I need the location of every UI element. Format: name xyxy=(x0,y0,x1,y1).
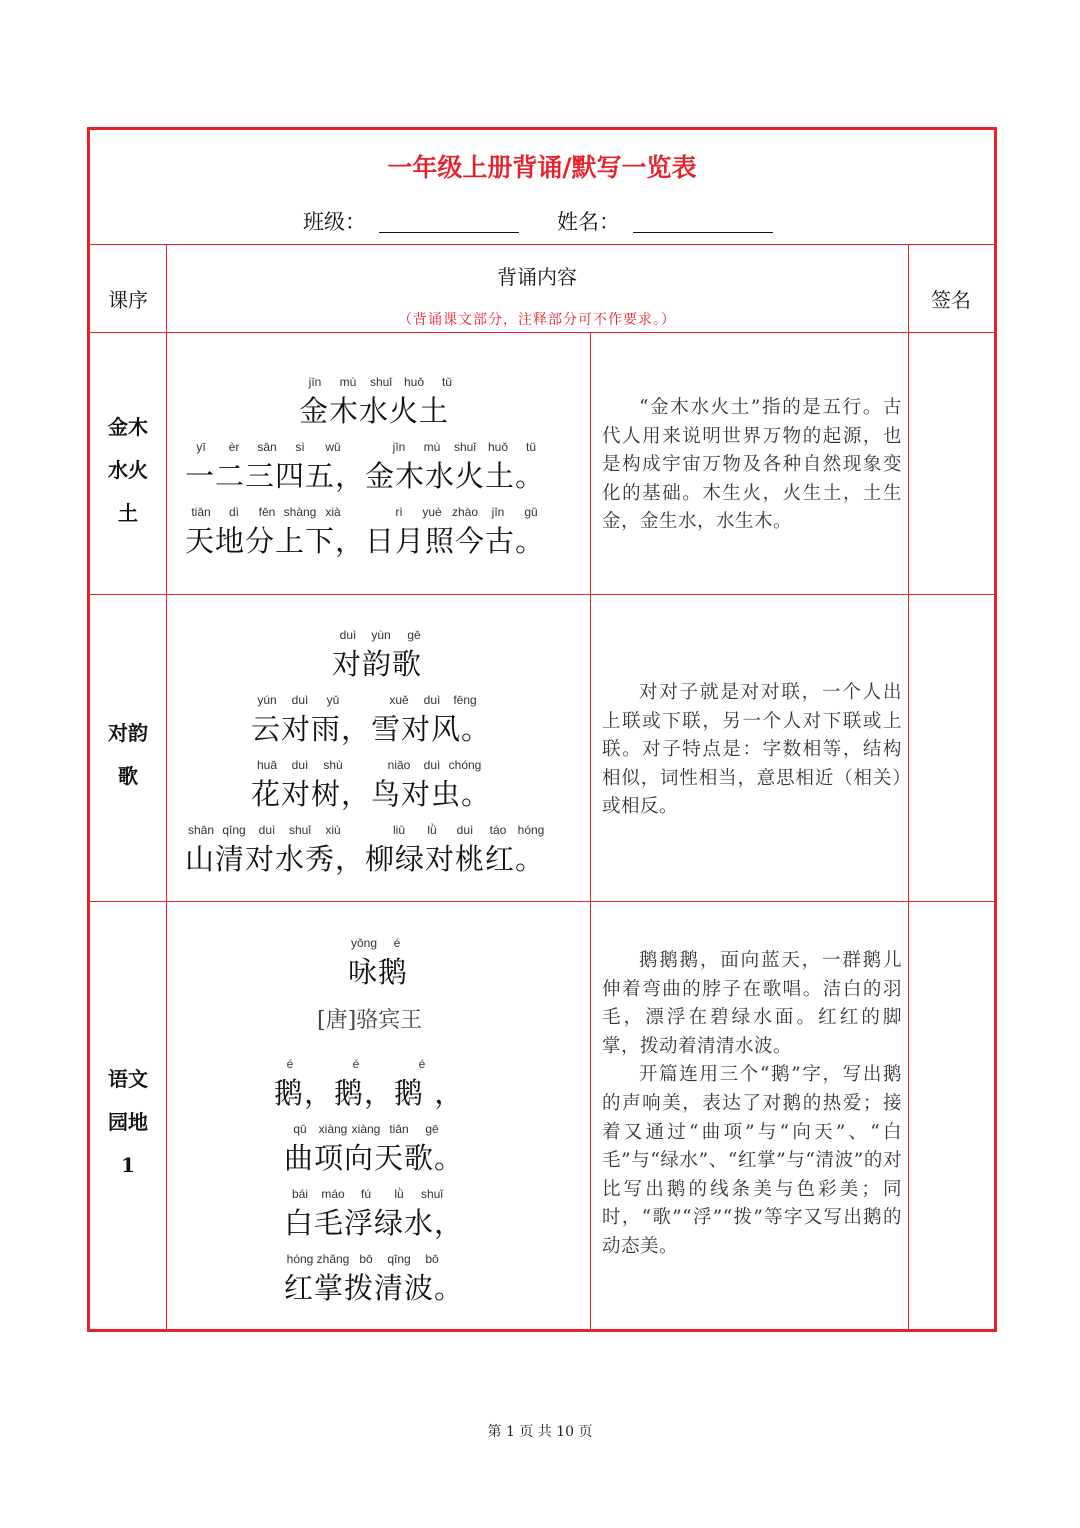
pinyin: xiàng xyxy=(351,1122,381,1136)
explanation-text: 对对子就是对对联，一个人出上联或下联，另一个人对下联或上联。对子特点是：字数相等，结构相似，词性相当，意思相近（相关）或相反。 xyxy=(602,682,902,818)
divider xyxy=(90,244,994,245)
pinyin: xiàng xyxy=(318,1122,348,1136)
pinyin: gē xyxy=(425,1122,439,1136)
pinyin: liǔ xyxy=(392,823,406,837)
pinyin: duì xyxy=(258,823,276,837)
pinyin: yǔ xyxy=(326,693,340,707)
pinyin: mù xyxy=(339,375,357,389)
pinyin: dì xyxy=(228,505,240,519)
pinyin: shàng xyxy=(283,505,317,519)
divider xyxy=(908,244,909,1329)
pinyin: chóng xyxy=(448,758,482,772)
pinyin: lǜ xyxy=(427,823,437,837)
pinyin: wǔ xyxy=(325,440,341,454)
pinyin: huǒ xyxy=(403,375,425,389)
divider xyxy=(90,901,994,902)
poem-line-text: 天地分上下，日月照今古。 xyxy=(185,524,546,558)
pinyin: é xyxy=(393,936,401,950)
pinyin: huā xyxy=(256,758,278,772)
divider xyxy=(90,332,994,333)
lesson-title: 金木 水火 土 xyxy=(108,415,148,525)
pinyin: hóng xyxy=(286,1252,314,1266)
pinyin: èr xyxy=(228,440,240,454)
pinyin: tiān xyxy=(191,505,211,519)
pinyin: duì xyxy=(291,693,309,707)
pinyin: yǒng xyxy=(350,936,378,950)
pinyin: tǔ xyxy=(441,375,453,389)
pinyin: yī xyxy=(196,440,206,454)
pinyin: jīn xyxy=(392,440,406,454)
pinyin: xià xyxy=(325,505,341,519)
pinyin: sì xyxy=(295,440,305,454)
pinyin: qīng xyxy=(387,1252,411,1266)
pinyin: hóng xyxy=(517,823,545,837)
poem-line xyxy=(168,1057,591,1119)
pinyin: duì xyxy=(423,758,441,772)
poem-line-text: 鹅，鹅，鹅 ， xyxy=(274,1076,465,1110)
pinyin: yuè xyxy=(422,505,442,519)
divider xyxy=(166,244,167,1329)
poem-line xyxy=(168,758,591,820)
pinyin: niǎo xyxy=(387,758,411,772)
pinyin: zhǎng xyxy=(316,1252,350,1266)
pinyin: lǜ xyxy=(394,1187,404,1201)
pinyin: shù xyxy=(323,758,343,772)
pinyin: fú xyxy=(360,1187,372,1201)
pinyin: duì xyxy=(339,628,357,642)
pinyin: shān xyxy=(187,823,215,837)
pinyin: sān xyxy=(257,440,277,454)
poem-line xyxy=(168,1122,591,1184)
poem-line-text: 金木水火土 xyxy=(299,394,450,428)
pinyin: fēn xyxy=(258,505,276,519)
poem-line xyxy=(168,505,591,567)
poem-line-text: 云对雨，雪对风。 xyxy=(251,712,492,746)
pinyin: bái xyxy=(291,1187,309,1201)
class-label: 班级： xyxy=(303,210,366,234)
signature-column-header: 签名 xyxy=(931,288,971,312)
page-number: 第 1 页 共 10 页 xyxy=(487,1424,593,1440)
poem-line xyxy=(168,823,591,885)
pinyin: xuě xyxy=(389,693,409,707)
pinyin: xiù xyxy=(325,823,341,837)
poem-line xyxy=(168,1252,591,1314)
pinyin: tiān xyxy=(389,1122,409,1136)
lesson-column-header: 课序 xyxy=(108,288,148,312)
pinyin: huǒ xyxy=(487,440,509,454)
poem-line xyxy=(168,1187,591,1249)
pinyin: gē xyxy=(407,628,421,642)
pinyin: bō xyxy=(425,1252,439,1266)
lesson-title: 语文 园地 1 xyxy=(108,1067,148,1177)
pinyin: shuǐ xyxy=(369,375,393,389)
pinyin: duì xyxy=(291,758,309,772)
pinyin: shuǐ xyxy=(453,440,477,454)
pinyin: qīng xyxy=(222,823,246,837)
pinyin: rì xyxy=(395,505,403,519)
lesson-title: 对韵 歌 xyxy=(108,721,148,788)
poem-line-text: 对韵歌 xyxy=(332,647,423,681)
class-field[interactable] xyxy=(379,232,519,233)
pinyin: é xyxy=(352,1057,360,1071)
poem-line-text: 曲项向天歌。 xyxy=(284,1141,465,1175)
content-note: （背诵课文部分，注释部分可不作要求。） xyxy=(398,312,676,328)
divider xyxy=(90,594,994,595)
pinyin: jīn xyxy=(491,505,505,519)
poem-author: [唐]骆宾王 xyxy=(317,1008,423,1033)
name-field[interactable] xyxy=(633,232,773,233)
page-title: 一年级上册背诵/默写一览表 xyxy=(387,153,697,182)
poem-line xyxy=(168,936,591,998)
recitation-table xyxy=(87,127,997,1332)
explanation-text: 鹅鹅鹅，面向蓝天，一群鹅儿伸着弯曲的脖子在歌唱。洁白的羽毛，漂浮在碧绿水面。红红的脚掌，拨动着清清水波。 开篇连用三个“鹅”字，写出鹅的声响美，表达了对鹅的热爱；接着又通过“曲项”与“向天”、“白毛”与“绿水”、“红掌”与“清波”的对比写出鹅的线条美与色彩美；同时，“歌”“浮”“拨”等字又写出鹅的动态美。 xyxy=(602,950,902,1257)
pinyin: é xyxy=(286,1057,294,1071)
name-label: 姓名： xyxy=(557,210,620,234)
pinyin: zhào xyxy=(451,505,479,519)
poem-line-text: 花对树，鸟对虫。 xyxy=(251,777,492,811)
pinyin: fēng xyxy=(453,693,477,707)
poem-line-text: 红掌拨清波。 xyxy=(284,1271,465,1305)
pinyin: gǔ xyxy=(524,505,538,519)
pinyin: máo xyxy=(321,1187,345,1201)
pinyin: duì xyxy=(423,693,441,707)
poem-line-text: 山清对水秀，柳绿对桃红。 xyxy=(185,842,546,876)
pinyin: tǔ xyxy=(525,440,537,454)
pinyin: jīn xyxy=(308,375,322,389)
pinyin: yún xyxy=(257,693,277,707)
content-column-header: 背诵内容 xyxy=(497,265,577,289)
poem-line-text: 一二三四五，金木水火土。 xyxy=(185,459,546,493)
pinyin: bō xyxy=(359,1252,373,1266)
poem-line xyxy=(168,375,591,437)
student-info xyxy=(90,206,994,238)
poem-line-text: 白毛浮绿水， xyxy=(284,1206,465,1240)
explanation-text: “金木水火土”指的是五行。古代人用来说明世界万物的起源，也是构成宇宙万物及各种自然现象变化的基础。木生火，火生土，土生金，金生水，水生木。 xyxy=(602,397,902,533)
pinyin: mù xyxy=(423,440,441,454)
pinyin: duì xyxy=(456,823,474,837)
pinyin: é xyxy=(418,1057,426,1071)
poem-line xyxy=(168,440,591,502)
pinyin: yùn xyxy=(371,628,391,642)
pinyin: shuǐ xyxy=(420,1187,444,1201)
pinyin: táo xyxy=(489,823,507,837)
pinyin: shuǐ xyxy=(288,823,312,837)
pinyin: qū xyxy=(293,1122,307,1136)
poem-line xyxy=(168,693,591,755)
poem-line-text: 咏鹅 xyxy=(348,955,409,989)
poem-line xyxy=(168,628,591,690)
